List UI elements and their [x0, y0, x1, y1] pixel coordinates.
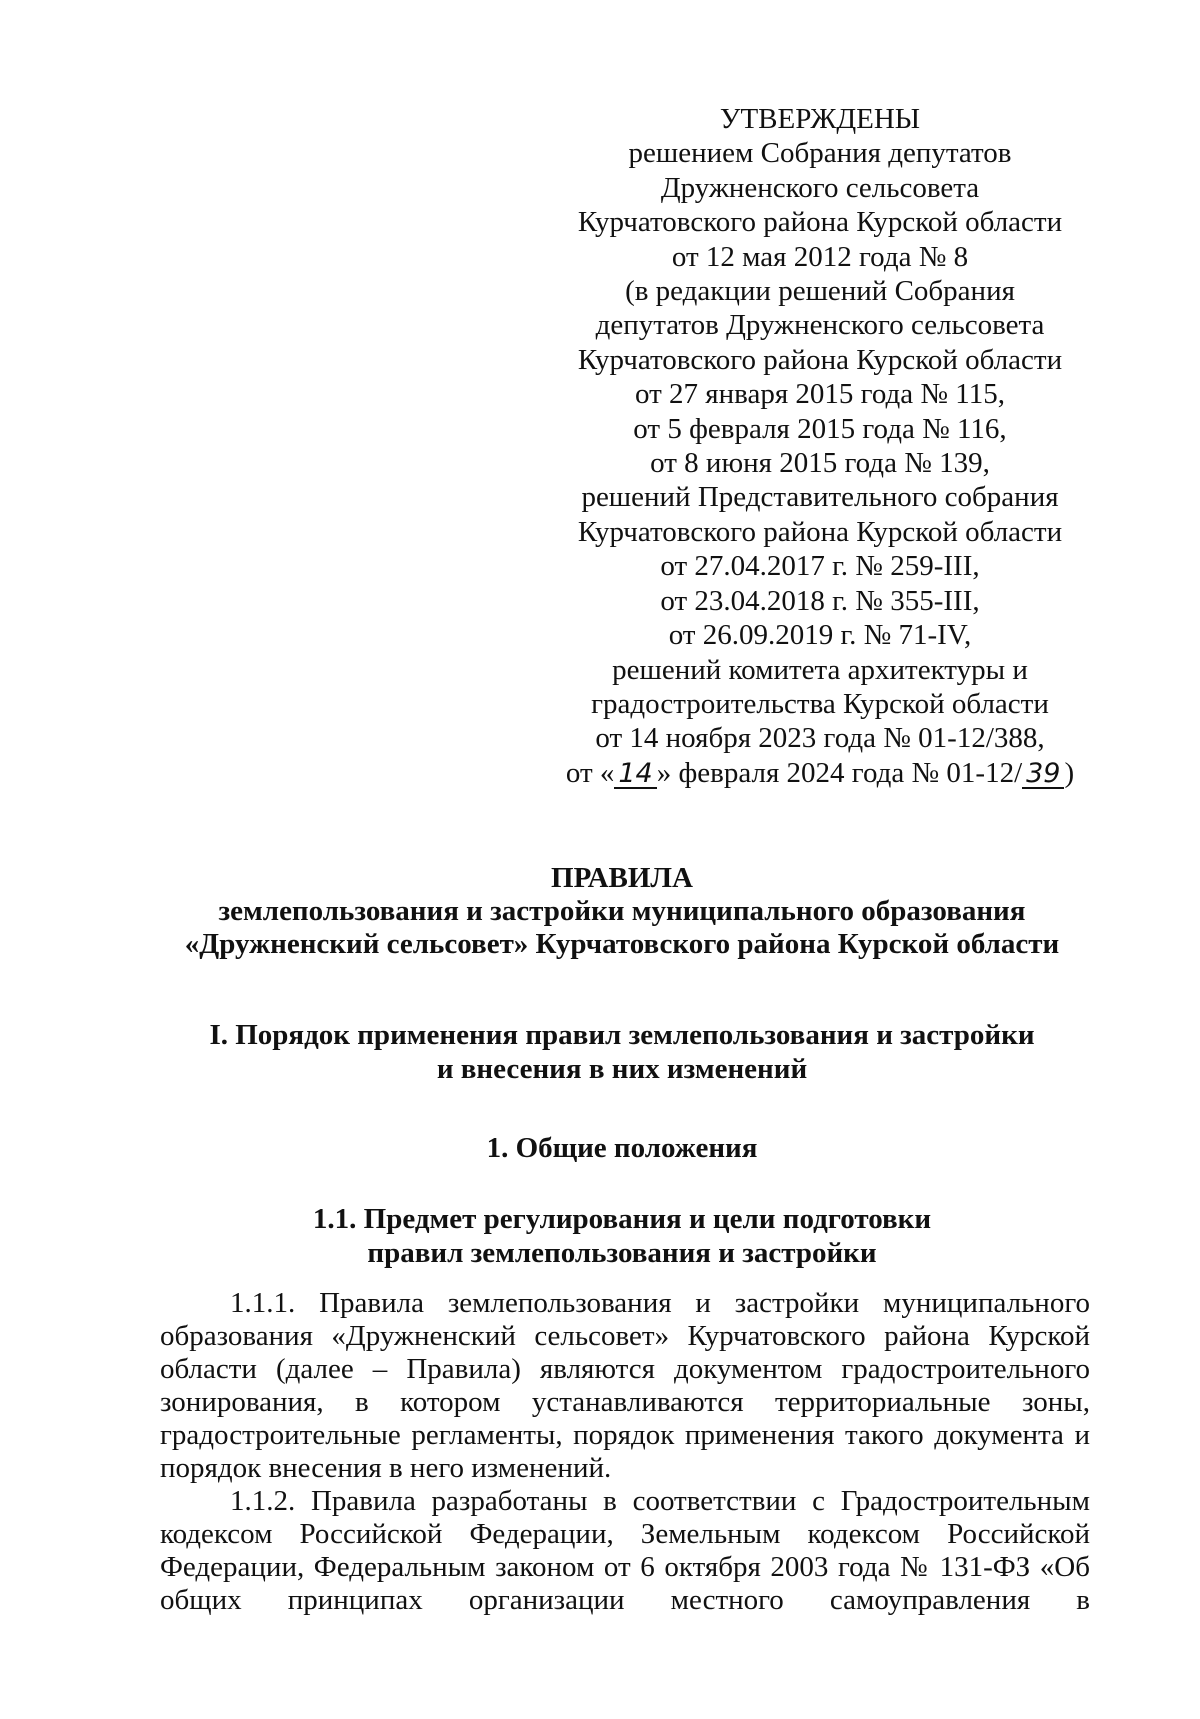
approval-line: от 26.09.2019 г. № 71-IV, — [668, 619, 972, 652]
subsection-heading-line-1: 1.1. Предмет регулирования и цели подготовки — [312, 1203, 932, 1235]
approval-line: решением Собрания депутатов — [628, 137, 1012, 170]
approval-line: (в редакции решений Собрания — [625, 275, 1015, 308]
section-heading — [0, 1018, 1200, 1086]
approval-line: от 27.04.2017 г. № 259-III, — [660, 550, 980, 583]
approval-line: депутатов Дружненского сельсовета — [595, 309, 1045, 342]
document-title — [0, 862, 1200, 961]
body-text — [160, 1287, 1090, 1617]
paragraph-1-1-2: 1.1.2. Правила разработаны в соответствии с Градостроительным кодексом Российской Федерации, Земельным кодексом Российской Федерации, Федеральным законом от 6 октября 2003 года № 131-ФЗ «Об общих принципах организации местного самоуправления в — [160, 1485, 1090, 1616]
section-heading-line-1: I. Порядок применения правил землепользования и застройки — [209, 1019, 1035, 1051]
approval-line: от 8 июня 2015 года № 139, — [650, 447, 990, 480]
approval-line: Дружненского сельсовета — [660, 171, 980, 204]
approval-line: от 27 января 2015 года № 115, — [635, 378, 1005, 411]
approval-line: решений Представительного собрания — [581, 481, 1059, 514]
chapter-heading — [0, 1131, 1200, 1165]
chapter-heading-text: 1. Общие положения — [486, 1132, 758, 1164]
subsection-heading-line-2: правил землепользования и застройки — [367, 1237, 877, 1269]
approval-line: Курчатовского района Курской области — [577, 515, 1063, 548]
approval-line: от 12 мая 2012 года № 8 — [671, 240, 969, 273]
handwritten-number: 39 — [1022, 761, 1064, 789]
approval-line: Курчатовского района Курской области — [577, 343, 1063, 376]
approval-line: УТВЕРЖДЕНЫ — [719, 103, 921, 135]
approval-line: от 5 февраля 2015 года № 116, — [633, 412, 1007, 445]
title-main: ПРАВИЛА — [551, 862, 693, 894]
approval-line: градостроительства Курской области — [591, 687, 1049, 720]
approval-last-suffix: ) — [1064, 756, 1075, 789]
approval-line: Курчатовского района Курской области — [577, 206, 1063, 239]
approval-block — [520, 102, 1120, 790]
paragraph-1-1-1: 1.1.1. Правила землепользования и застройки муниципального образования «Дружненский сельсовет» Курчатовского района Курской области (далее – Правила) являются документом градостроительного зонирования, в котором устанавливаются территориальные зоны, градостроительные регламенты, порядок применения такого документа и порядок внесения в него изменений. — [160, 1287, 1090, 1484]
section-heading-line-2: и внесения в них изменений — [436, 1053, 808, 1085]
approval-last-middle: » февраля 2024 года № 01-12/ — [656, 756, 1023, 789]
approval-last-line — [520, 756, 1120, 790]
approval-last-prefix: от « — [565, 756, 615, 789]
approval-line: решений комитета архитектуры и — [612, 653, 1028, 686]
title-line-2: «Дружненский сельсовет» Курчатовского района Курской области — [184, 928, 1060, 960]
approval-line: от 23.04.2018 г. № 355-III, — [660, 584, 980, 617]
title-line-1: землепользования и застройки муниципального образования — [218, 895, 1026, 927]
handwritten-day: 14 — [614, 761, 656, 789]
approval-line: от 14 ноября 2023 года № 01-12/388, — [595, 722, 1045, 755]
subsection-heading — [0, 1202, 1200, 1270]
